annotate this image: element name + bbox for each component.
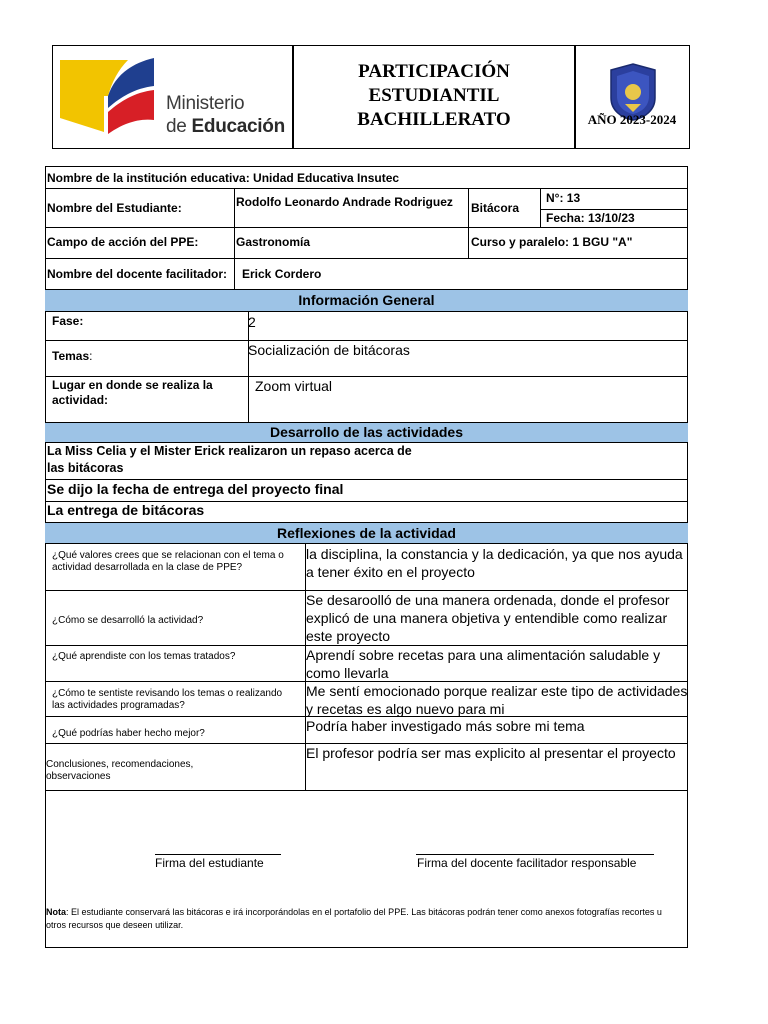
- reflexion-question: ¿Cómo se desarrolló la actividad?: [52, 615, 204, 626]
- student-name: Rodolfo Leonardo Andrade Rodriguez: [236, 195, 453, 209]
- section-heading-reflexiones: Reflexiones de la actividad: [45, 522, 688, 544]
- reflexion-answer: El profesor podría ser mas explicito al presentar el proyecto: [306, 745, 676, 761]
- signature-line: [155, 854, 281, 855]
- section-heading-desarrollo: Desarrollo de las actividades: [45, 422, 688, 443]
- lugar-value: Zoom virtual: [255, 378, 333, 394]
- bitacora-number: N°: 13: [546, 191, 581, 205]
- curso-paralelo: Curso y paralelo: 1 BGU "A": [471, 235, 633, 249]
- fase-value: 2: [248, 314, 256, 330]
- reflexion-question: ¿Qué podrías haber hecho mejor?: [52, 728, 205, 739]
- bitacora-date: Fecha: 13/10/23: [546, 211, 635, 225]
- desarrollo-line3: La entrega de bitácoras: [47, 502, 205, 518]
- temas-value: Socialización de bitácoras: [248, 342, 410, 358]
- bitacora-label: Bitácora: [471, 201, 520, 215]
- section-heading-general: Información General: [45, 289, 688, 312]
- reflexion-answer: Aprendí sobre recetas para una alimentación saludable y como llevarla: [306, 647, 661, 681]
- campo-label: Campo de acción del PPE:: [47, 235, 199, 249]
- student-label: Nombre del Estudiante:: [47, 201, 182, 215]
- ministerio-logo-icon: [58, 56, 160, 136]
- reflexion-question: ¿Cómo te sentiste revisando los temas o realizando las actividades programadas?: [52, 688, 283, 711]
- reflexion-answer: Me sentí emocionado porque realizar este tipo de actividades y recetas es algo nuevo para mi: [306, 683, 688, 717]
- reflexion-answer: Podría haber investigado más sobre mi tema: [306, 718, 585, 734]
- desarrollo-line2: Se dijo la fecha de entrega del proyecto final: [47, 481, 344, 497]
- teacher-signature-label: Firma del docente facilitador responsable: [417, 856, 637, 870]
- document-title: PARTICIPACIÓN ESTUDIANTIL BACHILLERATO: [357, 61, 511, 130]
- signature-line: [416, 854, 654, 855]
- footer-note: Nota: El estudiante conservará las bitácoras e irá incorporándolas en el portafolio del PPE. Las bitácoras podrán tener como anexos fotografías recortes u otros recursos que deseen utilizar.: [46, 907, 662, 930]
- lugar-label-line2: actividad:: [52, 393, 109, 407]
- logo-line2: de Educación: [166, 116, 285, 137]
- reflexion-answer: Se desaroolló de una manera ordenada, donde el profesor explicó de una manera objetiva y entendible como realizar este proyecto: [306, 592, 670, 644]
- header-divider: [574, 45, 576, 149]
- fase-label: Fase:: [52, 314, 84, 328]
- docente-name: Erick Cordero: [242, 267, 322, 281]
- reflexion-question: ¿Qué valores crees que se relacionan con el tema o actividad desarrollada en la clase de PPE?: [52, 550, 284, 573]
- reflexion-answer: la disciplina, la constancia y la dedicación, ya que nos ayuda a tener éxito en el proyecto: [306, 546, 683, 580]
- reflexion-question: ¿Qué aprendiste con los temas tratados?: [52, 651, 236, 662]
- campo-value: Gastronomía: [236, 235, 311, 249]
- docente-label: Nombre del docente facilitador:: [47, 267, 228, 281]
- institution-name: Nombre de la institución educativa: Unidad Educativa Insutec: [47, 171, 400, 185]
- reflexion-question: Conclusiones, recomendaciones, observaciones: [46, 759, 194, 782]
- desarrollo-line1-cont: las bitácoras: [47, 461, 124, 475]
- desarrollo-line1: La Miss Celia y el Mister Erick realizaron un repaso acerca de: [47, 444, 412, 458]
- lugar-label-line1: Lugar en donde se realiza la: [52, 378, 213, 392]
- school-year: AÑO 2023-2024: [587, 112, 677, 127]
- student-signature-label: Firma del estudiante: [155, 856, 264, 870]
- temas-label: Temas:: [52, 349, 93, 363]
- logo-line1: Ministerio: [166, 93, 245, 114]
